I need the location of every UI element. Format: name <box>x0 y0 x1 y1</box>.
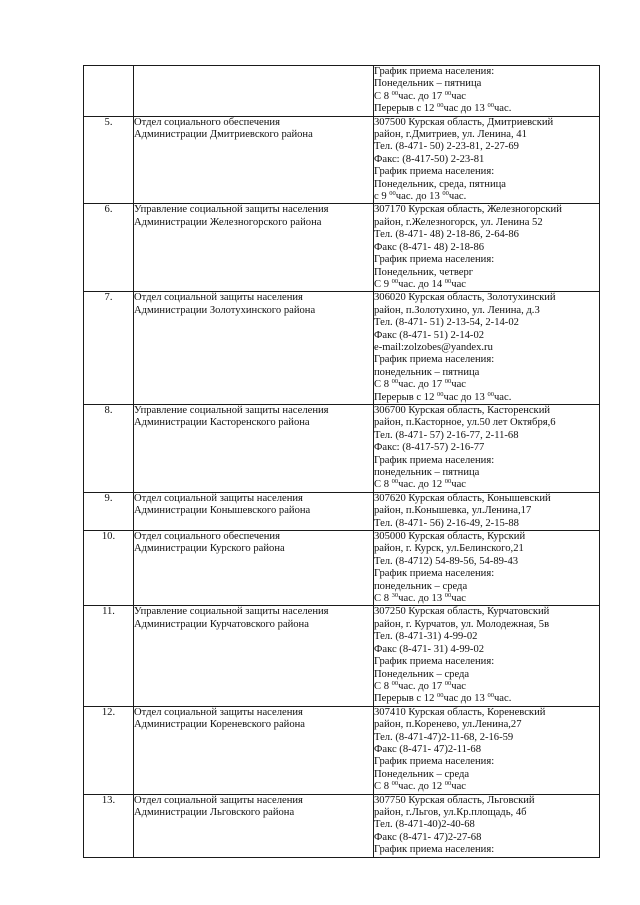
contact-info-cell <box>374 66 600 117</box>
contact-info-line: Факс (8-471- 51) 2-14-02 <box>374 329 485 341</box>
contact-info-cell <box>374 606 600 706</box>
contact-info-line: Тел. (8-471-31) 4-99-02 <box>374 631 478 643</box>
contact-info-line: График приема населения: <box>374 568 495 580</box>
row-number: 5. <box>84 116 134 204</box>
contact-info-line: С 8 $^{00}$час. до 17 $^{00}$час <box>374 679 467 692</box>
contact-info-line: район, п.Коренево, ул.Ленина,27 <box>374 719 522 731</box>
organization-name-line: Управление социальной защиты населения <box>134 204 329 216</box>
table-row <box>84 66 600 117</box>
contact-info-cell <box>374 706 600 794</box>
organization-cell <box>134 606 374 706</box>
organization-name-line: Управление социальной защиты населения <box>134 404 329 416</box>
contact-info-line: понедельник – пятница <box>374 467 480 478</box>
contact-info-line: График приема населения: <box>374 656 495 668</box>
contact-info-line: С 8 $^{00}$час. до 12 $^{00}$час <box>374 478 467 491</box>
contact-info-line: График приема населения: <box>374 844 495 856</box>
contact-info-line: район, г. Курчатов, ул. Молодежная, 5в <box>374 618 550 630</box>
organization-cell <box>134 706 374 794</box>
contact-info-line: Тел. (8-4712) 54-89-56, 54-89-43 <box>374 555 519 567</box>
row-number <box>84 66 134 117</box>
contact-info-line: График приема населения: <box>374 166 495 178</box>
organization-name-line: Администрации Касторенского района <box>134 417 310 429</box>
contact-info-line: График приема населения: <box>374 354 495 366</box>
offices-table-body <box>84 66 600 858</box>
row-number: 9. <box>84 492 134 530</box>
contact-info-line: Тел. (8-471-40)2-40-68 <box>374 819 475 831</box>
contact-info-line: Факс (8-471- 48) 2-18-86 <box>374 241 485 253</box>
contact-info-line: Понедельник, среда, пятница <box>374 178 507 190</box>
table-row <box>84 606 600 706</box>
table-row <box>84 204 600 292</box>
organization-name-line: Отдел социального обеспечения <box>134 116 280 128</box>
organization-name-line: Администрации Льговского района <box>134 806 295 818</box>
contact-info-line: понедельник – среда <box>374 580 468 592</box>
contact-info-line: Перерыв с 12 $^{00}$час до 13 $^{00}$час. <box>374 692 512 705</box>
table-row <box>84 794 600 857</box>
organization-name-line: Отдел социальной защиты населения <box>134 492 303 504</box>
contact-info-line: График приема населения: <box>374 254 495 266</box>
organization-name-line: Администрации Конышевского района <box>134 505 311 517</box>
contact-info-line: 307250 Курская область, Курчатовский <box>374 606 550 618</box>
organization-name-line: Администрации Золотухинского района <box>134 304 316 316</box>
organization-cell <box>134 116 374 204</box>
contact-info-line: График приема населения: <box>374 454 495 466</box>
organization-name-line: Администрации Дмитриевского района <box>134 129 313 141</box>
organization-name-line: Отдел социальной защиты населения <box>134 706 303 718</box>
organization-name-line: Администрации Железногорского района <box>134 216 322 228</box>
row-number: 8. <box>84 404 134 492</box>
contact-info-line: 307620 Курская область, Конышевский <box>374 492 551 504</box>
organization-name-line: Администрации Курского района <box>134 543 285 555</box>
contact-info-line: Факс: (8-417-50) 2-23-81 <box>374 153 485 165</box>
contact-info-line: Тел. (8-471- 56) 2-16-49, 2-15-88 <box>374 517 519 529</box>
table-row <box>84 531 600 606</box>
organization-cell <box>134 404 374 492</box>
contact-info-line: район, п.Золотухино, ул. Ленина, д.3 <box>374 304 540 316</box>
contact-info-line: График приема населения: <box>374 756 495 768</box>
contact-info-line: Факс (8-471- 47)2-11-68 <box>374 743 481 755</box>
contact-info-line: район, г.Железногорск, ул. Ленина 52 <box>374 216 543 228</box>
organization-cell <box>134 794 374 857</box>
contact-info-line: 305000 Курская область, Курский <box>374 531 526 543</box>
contact-info-line: Понедельник, четверг <box>374 266 474 278</box>
contact-info-line: Понедельник – среда <box>374 768 470 780</box>
contact-info-line: Перерыв с 12 $^{00}$час до 13 $^{00}$час. <box>374 102 512 115</box>
contact-info-line: Перерыв с 12 $^{00}$час до 13 $^{00}$час. <box>374 390 512 403</box>
contact-info-line: График приема населения: <box>374 66 495 77</box>
organization-name-line: Отдел социального обеспечения <box>134 531 280 543</box>
organization-cell <box>134 204 374 292</box>
contact-info-line: с 9 $^{00}$час. до 13 $^{00}$час. <box>374 190 467 203</box>
row-number: 13. <box>84 794 134 857</box>
contact-info-line: С 8 $^{00}$час. до 17 $^{00}$час <box>374 89 467 102</box>
contact-info-cell <box>374 492 600 530</box>
contact-info-line: 307500 Курская область, Дмитриевский <box>374 116 554 128</box>
row-number: 10. <box>84 531 134 606</box>
contact-info-line: С 9 $^{00}$час. до 14 $^{00}$час <box>374 277 467 290</box>
contact-info-line: С 8 $^{00}$час. до 12 $^{00}$час <box>374 780 467 793</box>
table-row <box>84 706 600 794</box>
row-number: 11. <box>84 606 134 706</box>
organization-cell <box>134 531 374 606</box>
contact-info-line: район, п.Конышевка, ул.Ленина,17 <box>374 505 532 517</box>
organization-name-line: Администрации Курчатовского района <box>134 618 309 630</box>
contact-info-line: Факс: (8-417-57) 2-16-77 <box>374 442 485 454</box>
contact-info-line: район, п.Касторное, ул.50 лет Октября,6 <box>374 417 556 429</box>
contact-info-line: Факс (8-471- 31) 4-99-02 <box>374 643 485 655</box>
row-number: 7. <box>84 292 134 405</box>
contact-info-line: Тел. (8-471- 48) 2-18-86, 2-64-86 <box>374 229 519 241</box>
contact-info-line: Тел. (8-471- 51) 2-13-54, 2-14-02 <box>374 317 519 329</box>
offices-table <box>83 65 600 858</box>
contact-info-line: e-mail:zolzobes@yandex.ru <box>374 341 493 353</box>
contact-info-line: район, г.Дмитриев, ул. Ленина, 41 <box>374 129 527 141</box>
organization-name-line: Отдел социальной защиты населения <box>134 794 303 806</box>
row-number: 6. <box>84 204 134 292</box>
contact-info-cell <box>374 116 600 204</box>
contact-info-line: район, г. Курск, ул.Белинского,21 <box>374 543 524 555</box>
contact-info-line: район, г.Льгов, ул.Кр.площадь, 4б <box>374 806 527 818</box>
contact-info-line: Понедельник – среда <box>374 668 470 680</box>
contact-info-line: понедельник – пятница <box>374 366 480 378</box>
organization-name-line: Администрации Кореневского района <box>134 719 305 731</box>
contact-info-cell <box>374 794 600 857</box>
contact-info-line: С 8 $^{30}$час. до 13 $^{00}$час <box>374 592 467 605</box>
row-number: 12. <box>84 706 134 794</box>
table-row <box>84 292 600 405</box>
table-row <box>84 492 600 530</box>
contact-info-cell <box>374 404 600 492</box>
table-row <box>84 116 600 204</box>
organization-name-line: Управление социальной защиты населения <box>134 606 329 618</box>
contact-info-line: 307170 Курская область, Железногорский <box>374 204 562 216</box>
contact-info-line: Тел. (8-471- 50) 2-23-81, 2-27-69 <box>374 141 519 153</box>
contact-info-line: С 8 $^{00}$час. до 17 $^{00}$час <box>374 378 467 391</box>
organization-cell <box>134 292 374 405</box>
contact-info-cell <box>374 292 600 405</box>
contact-info-line: 307750 Курская область, Льговский <box>374 794 535 806</box>
contact-info-line: Тел. (8-471- 57) 2-16-77, 2-11-68 <box>374 429 519 441</box>
organization-cell <box>134 66 374 117</box>
table-row <box>84 404 600 492</box>
contact-info-line: 306020 Курская область, Золотухинский <box>374 292 556 304</box>
contact-info-line: Факс (8-471- 47)2-27-68 <box>374 831 482 843</box>
contact-info-cell <box>374 204 600 292</box>
organization-name-line: Отдел социальной защиты населения <box>134 292 303 304</box>
contact-info-line: Тел. (8-471-47)2-11-68, 2-16-59 <box>374 731 514 743</box>
contact-info-line: Понедельник – пятница <box>374 78 482 90</box>
contact-info-cell <box>374 531 600 606</box>
organization-cell <box>134 492 374 530</box>
contact-info-line: 307410 Курская область, Кореневский <box>374 706 546 718</box>
contact-info-line: 306700 Курская область, Касторенский <box>374 404 551 416</box>
